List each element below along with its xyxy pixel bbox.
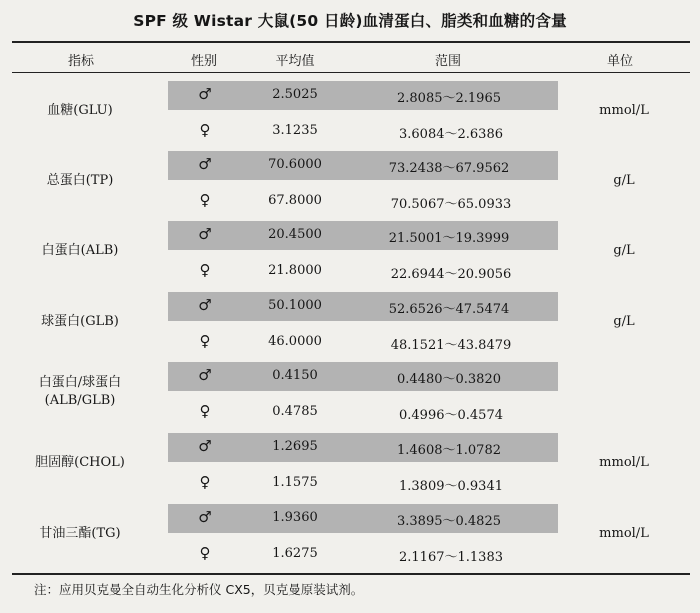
male-mean: 50.1000	[268, 298, 322, 313]
male-range: 3.3895～0.4825	[397, 514, 501, 529]
male-mean: 2.5025	[272, 87, 318, 102]
table-row	[0, 286, 700, 357]
male-range: 1.4608～1.0782	[397, 443, 501, 458]
female-mean: 67.8000	[268, 193, 322, 208]
indicator-name	[39, 498, 120, 569]
unit-label: mmol/L	[599, 526, 649, 541]
unit-cell	[599, 75, 649, 146]
unit-label: mmol/L	[599, 455, 649, 470]
male-icon: ♂	[198, 296, 212, 314]
female-mean: 0.4785	[272, 404, 318, 419]
male-icon: ♂	[198, 85, 212, 103]
bottom-rule	[12, 573, 690, 575]
unit-cell	[599, 498, 649, 569]
male-mean: 1.2695	[272, 439, 318, 454]
table-row	[0, 427, 700, 498]
top-rule	[12, 41, 690, 43]
table-row	[0, 145, 700, 216]
female-range: 2.1167～1.1383	[399, 550, 503, 565]
indicator-label: 甘油三酯(TG)	[39, 525, 121, 541]
female-range: 48.1521～43.8479	[390, 338, 512, 353]
female-icon: ♀	[199, 473, 211, 491]
male-icon: ♂	[198, 155, 212, 173]
header-mean: 平均值	[275, 54, 315, 69]
male-range: 0.4480～0.3820	[397, 372, 501, 387]
unit-label: g/L	[613, 314, 635, 329]
indicator-name	[47, 145, 114, 216]
male-range: 73.2438～67.9562	[388, 161, 510, 176]
header-rule	[12, 72, 690, 73]
female-icon: ♀	[199, 402, 211, 420]
female-range: 0.4996～0.4574	[399, 408, 503, 423]
indicator-name	[39, 356, 121, 427]
male-icon: ♂	[198, 225, 212, 243]
unit-label: mmol/L	[599, 103, 649, 118]
header-indicator: 指标	[67, 54, 95, 69]
female-icon: ♀	[199, 261, 211, 279]
male-range: 2.8085～2.1965	[397, 91, 501, 106]
indicator-label: 胆固醇(CHOL)	[35, 454, 125, 470]
male-icon: ♂	[198, 366, 212, 384]
header-range: 范围	[434, 54, 462, 69]
indicator-label: 总蛋白(TP)	[46, 172, 114, 188]
table-row	[0, 215, 700, 286]
indicator-label: 球蛋白(GLB)	[41, 313, 119, 329]
table-title: SPF 级 Wistar 大鼠(50 日龄)血清蛋白、脂类和血糖的含量	[133, 12, 567, 30]
female-range: 3.6084～2.6386	[399, 127, 503, 142]
unit-label: g/L	[613, 243, 635, 258]
female-mean: 1.1575	[272, 475, 318, 490]
indicator-label: 血糖(GLU)	[47, 102, 113, 118]
indicator-label: 白蛋白/球蛋白 (ALB/GLB)	[38, 374, 122, 408]
female-mean: 1.6275	[272, 546, 318, 561]
male-mean: 1.9360	[272, 510, 318, 525]
male-mean: 20.4500	[268, 227, 322, 242]
female-range: 70.5067～65.0933	[390, 197, 512, 212]
male-icon: ♂	[198, 437, 212, 455]
female-icon: ♀	[199, 332, 211, 350]
female-mean: 3.1235	[272, 123, 318, 138]
table-row	[0, 356, 700, 427]
table-row	[0, 75, 700, 146]
female-range: 22.6944～20.9056	[390, 267, 512, 282]
female-mean: 46.0000	[268, 334, 322, 349]
indicator-name	[41, 286, 119, 357]
indicator-name	[47, 75, 112, 146]
male-mean: 70.6000	[268, 157, 322, 172]
table-header	[0, 44, 700, 72]
female-icon: ♀	[199, 191, 211, 209]
header-unit: 单位	[606, 54, 634, 69]
unit-cell	[613, 215, 634, 286]
female-range: 1.3809～0.9341	[399, 479, 503, 494]
female-mean: 21.8000	[268, 263, 322, 278]
footnote: 注：应用贝克曼全自动生化分析仪 CX5，贝克曼原装试剂。	[34, 582, 364, 597]
male-icon: ♂	[198, 508, 212, 526]
unit-cell	[599, 427, 649, 498]
female-icon: ♀	[199, 121, 211, 139]
header-sex: 性别	[190, 54, 218, 69]
unit-cell	[613, 145, 634, 216]
indicator-name	[35, 427, 125, 498]
table-row	[0, 498, 700, 569]
male-range: 52.6526～47.5474	[388, 302, 510, 317]
male-range: 21.5001～19.3999	[388, 231, 510, 246]
male-mean: 0.4150	[272, 368, 318, 383]
indicator-label: 白蛋白(ALB)	[41, 242, 119, 258]
indicator-name	[42, 215, 119, 286]
unit-label: g/L	[613, 173, 635, 188]
unit-cell	[613, 286, 634, 357]
female-icon: ♀	[199, 544, 211, 562]
